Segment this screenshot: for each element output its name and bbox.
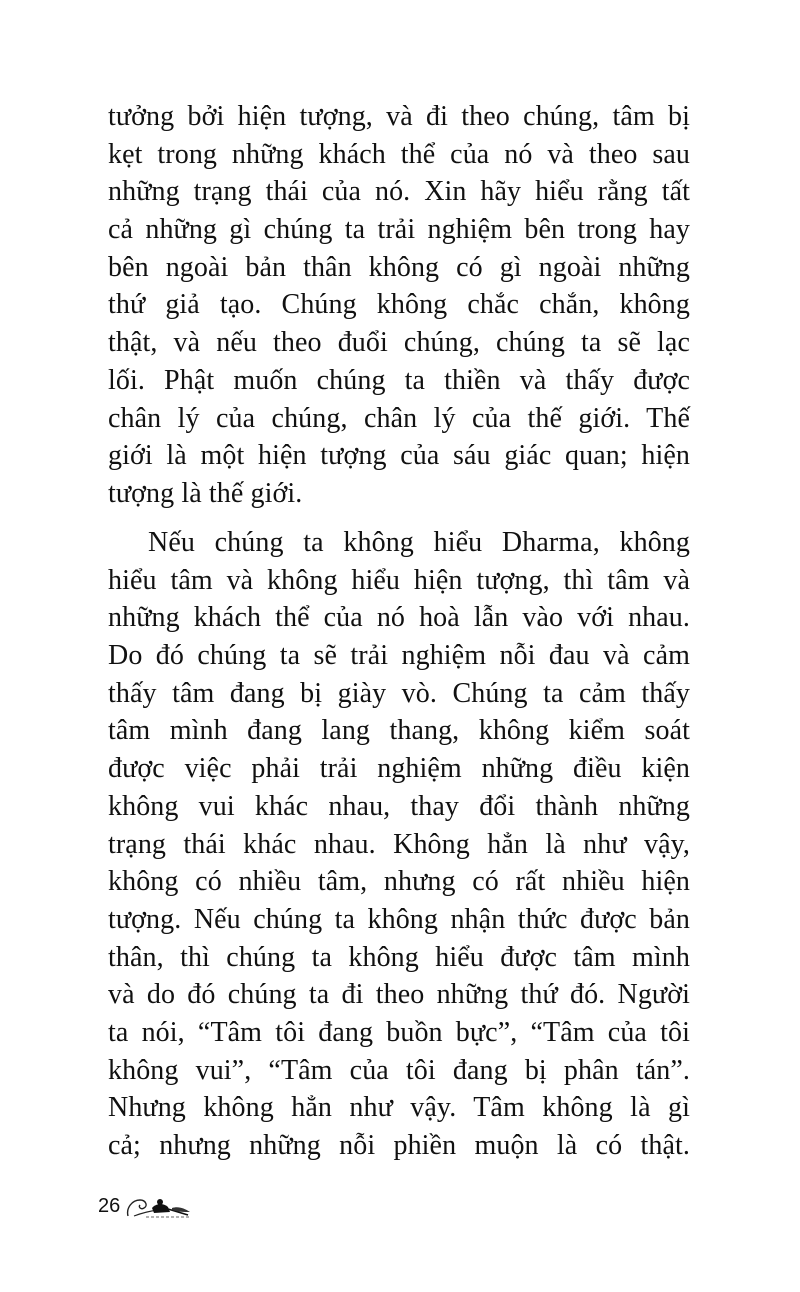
text-line: những khách thể của nó hoà lẫn vào với nhau. — [108, 602, 690, 634]
text-line: tượng. Nếu chúng ta không nhận thức được bản — [108, 903, 690, 935]
text-line: tượng là thế giới. — [108, 477, 303, 509]
text-line: thật, và nếu theo đuổi chúng, chúng ta sẽ lạc — [108, 327, 690, 359]
text-line: cả; nhưng những nỗi phiền muộn là có thật. — [108, 1130, 690, 1161]
text-line: không vui”, “Tâm của tôi đang bị phân tán”. — [108, 1054, 690, 1086]
text-line: kẹt trong những khách thể của nó và theo sau — [108, 138, 690, 170]
paragraph-2 — [108, 524, 690, 1165]
text-line: và do đó chúng ta đi theo những thứ đó. Người — [108, 979, 690, 1011]
paragraph-1 — [108, 98, 690, 513]
text-line: hiểu tâm và không hiểu hiện tượng, thì tâm và — [108, 564, 690, 596]
page-number: 26 — [98, 1195, 121, 1217]
text-line: cả những gì chúng ta trải nghiệm bên trong hay — [108, 214, 690, 246]
text-line: lối. Phật muốn chúng ta thiền và thấy được — [108, 364, 690, 396]
quill-pen-icon — [124, 1186, 194, 1222]
text-line: chân lý của chúng, chân lý của thế giới. Thế — [108, 402, 690, 434]
text-line: ta nói, “Tâm tôi đang buồn bực”, “Tâm của tôi — [108, 1016, 690, 1048]
text-line: không vui khác nhau, thay đổi thành những — [108, 790, 690, 822]
text-line: tưởng bởi hiện tượng, và đi theo chúng, tâm bị — [108, 101, 690, 132]
page-footer — [98, 1186, 218, 1226]
text-line: thấy tâm đang bị giày vò. Chúng ta cảm thấy — [108, 677, 690, 709]
text-line: những trạng thái của nó. Xin hãy hiểu rằng tất — [108, 176, 690, 208]
text-line: trạng thái khác nhau. Không hẳn là như vậy, — [108, 828, 690, 860]
text-line: bên ngoài bản thân không có gì ngoài những — [108, 251, 690, 283]
text-line: thân, thì chúng ta không hiểu được tâm mình — [108, 941, 690, 973]
text-line: được việc phải trải nghiệm những điều kiện — [108, 753, 690, 785]
text-line: giới là một hiện tượng của sáu giác quan; hiện — [108, 440, 690, 472]
text-line: thứ giả tạo. Chúng không chắc chắn, không — [108, 289, 690, 321]
text-line: Do đó chúng ta sẽ trải nghiệm nỗi đau và cảm — [108, 640, 690, 672]
text-line: tâm mình đang lang thang, không kiểm soát — [108, 715, 690, 747]
text-line: Nếu chúng ta không hiểu Dharma, không — [148, 527, 690, 558]
text-line: Nhưng không hẳn như vậy. Tâm không là gì — [108, 1092, 690, 1124]
text-line: không có nhiều tâm, nhưng có rất nhiều hiện — [108, 866, 690, 898]
